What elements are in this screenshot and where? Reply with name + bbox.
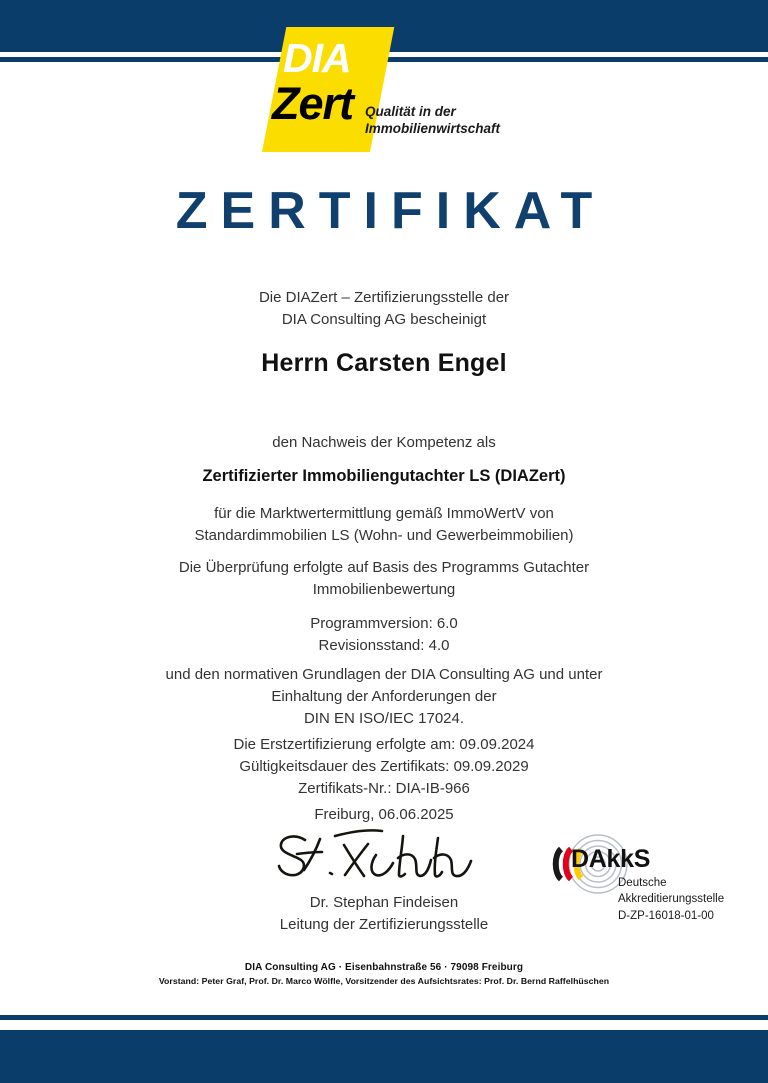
logo-lettering <box>262 27 382 152</box>
examination-basis-line-1: Die Überprüfung erfolgte auf Basis des Programms Gutachter <box>178 559 590 576</box>
issuer-statement <box>0 287 768 331</box>
bottom-border-band-thin <box>0 1015 768 1020</box>
diazert-logo <box>262 27 512 152</box>
handwritten-signature <box>272 828 502 890</box>
issuer-statement-line-2: DIA Consulting AG bescheinigt <box>281 310 487 328</box>
program-version-block <box>0 613 768 657</box>
recipient-block <box>0 345 768 381</box>
footer-company-address: DIA Consulting AG · Eisenbahnstraße 56 · 79098 Freiburg <box>244 962 524 973</box>
logo-tagline-line-2: Immobilienwirtschaft <box>365 121 501 137</box>
dakks-description <box>618 875 724 924</box>
examination-basis-line-2: Immobilienbewertung <box>312 580 456 598</box>
certificate-title: ZERTIFIKAT <box>175 182 606 240</box>
dakks-description-line-2: Akkreditierungsstelle <box>618 893 725 906</box>
examination-basis-block <box>0 557 768 601</box>
signatory-role: Leitung der Zertifizierungsstelle <box>279 915 489 933</box>
scope-line-2: Standardimmobilien LS (Wohn- und Gewerbeimmobilien) <box>194 526 574 544</box>
logo-zert-text: Zert <box>272 78 354 129</box>
certificate-number: Zertifikats-Nr.: DIA-IB-966 <box>298 779 470 797</box>
normative-basis-block <box>0 664 768 729</box>
normative-basis-line-1: und den normativen Grundlagen der DIA Consulting AG und unter <box>165 666 603 683</box>
dakks-accreditation-logo <box>546 833 746 923</box>
certificate-dates-block <box>0 734 768 799</box>
recipient-name: Herrn Carsten Engel <box>261 349 507 377</box>
footer <box>0 962 768 986</box>
normative-basis-line-2: Einhaltung der Anforderungen der <box>271 687 497 705</box>
certificate-validity: Gültigkeitsdauer des Zertifikats: 09.09.2029 <box>239 757 529 775</box>
scope-line-1: für die Marktwertermittlung gemäß ImmoWertV von <box>214 505 554 522</box>
revision-level: Revisionsstand: 4.0 <box>318 636 450 654</box>
bottom-border-band-thick <box>0 1030 768 1083</box>
signatory-name: Dr. Stephan Findeisen <box>309 894 459 911</box>
scope-block <box>0 503 768 547</box>
footer-board-members: Vorstand: Peter Graf, Prof. Dr. Marco Wölfle, Vorsitzender des Aufsichtsrates: Prof. Dr. Bernd Raffelhüschen <box>158 976 610 986</box>
qualification-title: Zertifizierter Immobiliengutachter LS (DIAZert) <box>202 467 566 485</box>
dakks-wordmark: DAkkS <box>571 845 651 873</box>
dakks-description-line-1: Deutsche <box>618 877 667 889</box>
place-and-date: Freiburg, 06.06.2025 <box>314 806 454 823</box>
program-version: Programmversion: 6.0 <box>310 615 458 632</box>
normative-standard: DIN EN ISO/IEC 17024. <box>303 709 465 727</box>
dakks-registration-number: D-ZP-16018-01-00 <box>618 909 714 922</box>
competence-statement: den Nachweis der Kompetenz als <box>272 434 496 451</box>
issuer-statement-line-1: Die DIAZert – Zertifizierungsstelle der <box>258 289 510 306</box>
logo-tagline-line-1: Qualität in der <box>365 104 456 119</box>
logo-tagline <box>365 103 500 138</box>
logo-dia-text: DIA <box>283 35 351 81</box>
qualification-block <box>0 465 768 489</box>
first-certification-date: Die Erstzertifizierung erfolgte am: 09.09.2024 <box>233 736 535 753</box>
